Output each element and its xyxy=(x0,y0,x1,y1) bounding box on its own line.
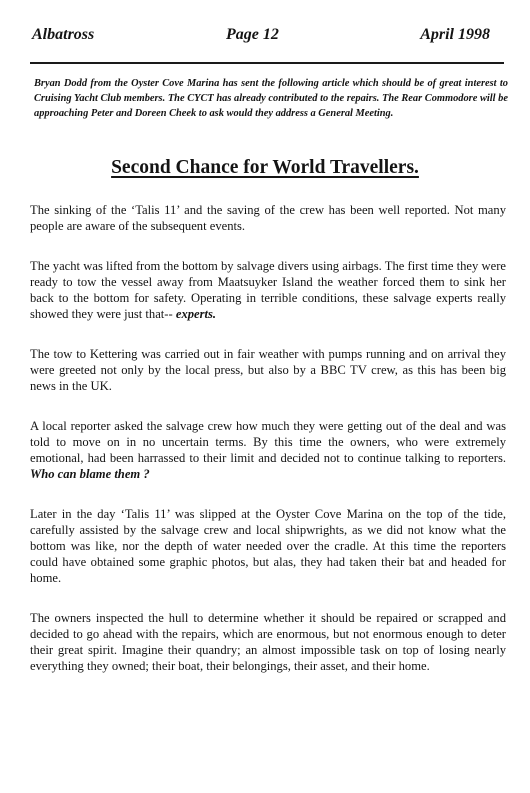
paragraph-2 xyxy=(30,258,506,322)
paragraph-5: Later in the day ‘Talis 11’ was slipped at the Oyster Cove Marina on the top of the tide, carefully assisted by the salvage crew and local shipwrights, as we did not know what the bottom was like, nor the depth of water needed over the cradle. At this time the reporters could have obtained some graphic photos, but alas, they had taken their bat and headed for home. xyxy=(30,507,506,585)
article-title xyxy=(0,157,530,179)
article-body xyxy=(30,202,506,691)
page-number: Page 12 xyxy=(226,26,279,43)
paragraph-3: The tow to Kettering was carried out in fair weather with pumps running and on arrival they were greeted not only by the local press, but also by a BBC TV crew, as this has been big news in the UK. xyxy=(30,347,506,393)
paragraph-1: The sinking of the ‘Talis 11’ and the saving of the crew has been well reported. Not many people are aware of the subsequent events. xyxy=(30,203,506,233)
paragraph-2-text: The yacht was lifted from the bottom by salvage divers using airbags. The first time they were ready to tow the vessel away from Maatsuyker Island the weather forced them to sink her back to the bottom for safety. Operating in terrible conditions, these salvage experts really showed they were just that-- xyxy=(30,259,506,321)
paragraph-2-emphasis: experts. xyxy=(175,307,217,321)
page-header xyxy=(30,22,504,50)
publication-name: Albatross xyxy=(32,26,95,43)
paragraph-4-emphasis: Who can blame them ? xyxy=(30,467,150,481)
editor-intro: Bryan Dodd from the Oyster Cove Marina has sent the following article which should be of great interest to Cruising Yacht Club members. The CYCT has already contributed to the repairs. The Rear Commodore will be approaching Peter and Doreen Cheek to ask would they address a General Meeting. xyxy=(34,78,508,119)
paragraph-4-text: A local reporter asked the salvage crew how much they were getting out of the deal and was told to move on in no uncertain terms. By this time the owners, who were extremely emotional, had been harrassed to their limit and decided not to continue talking to reporters. xyxy=(30,419,506,465)
article-title-text: Second Chance for World Travellers. xyxy=(111,157,419,178)
issue-date: April 1998 xyxy=(420,26,490,43)
header-divider xyxy=(30,62,504,64)
paragraph-4 xyxy=(30,418,506,482)
paragraph-6: The owners inspected the hull to determine whether it should be repaired or scrapped and decided to go ahead with the repairs, which are enormous, but not enormous enough to deter their great spirit. Imagine their quandry; an almost impossible task on top of losing nearly everything they owned; their boat, their belongings, their asset, and their home. xyxy=(30,611,506,673)
